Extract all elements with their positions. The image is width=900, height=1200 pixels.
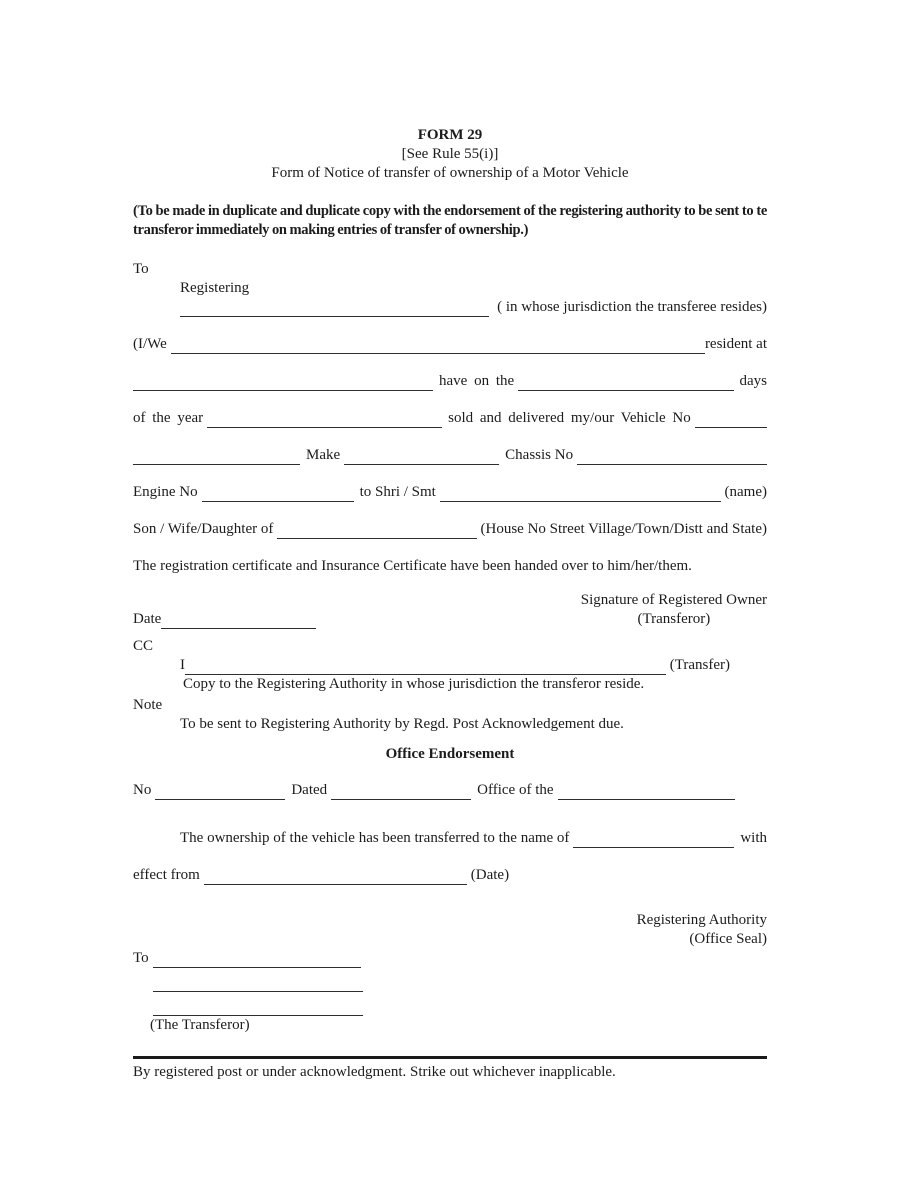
name-note: (name) <box>724 484 767 500</box>
vehicle-no-blank <box>695 412 767 428</box>
have-on-the-label: have on the <box>439 373 515 389</box>
days-label: days <box>739 373 767 389</box>
chassis-no-blank <box>577 449 767 465</box>
jurisdiction-note: ( in whose jurisdiction the transferee resides) <box>497 299 767 315</box>
engine-no-label: Engine No <box>133 484 198 500</box>
handed-over-statement: The registration certificate and Insurance Certificate have been handed over to him/her/them. <box>133 558 692 574</box>
of-the-year-label: of the year <box>133 410 204 426</box>
son-wife-line <box>133 520 767 539</box>
parent-name-blank <box>277 523 476 539</box>
office-of-the-label: Office of the <box>477 782 554 798</box>
date-label: Date <box>133 611 162 627</box>
signature-owner-label: Signature of Registered Owner <box>580 592 767 608</box>
dated-label: Dated <box>291 782 328 798</box>
engine-line <box>133 483 767 502</box>
date-note: (Date) <box>470 867 510 883</box>
transferor-to-line <box>133 949 767 968</box>
son-wife-daughter-label: Son / Wife/Daughter of <box>133 521 274 537</box>
ownership-transferred-line <box>180 829 767 848</box>
have-on-the-line <box>133 372 767 391</box>
signature-transferor-label: (Transferor) <box>637 611 711 627</box>
cc-label: CC <box>133 638 154 654</box>
office-endorsement-heading: Office Endorsement <box>385 746 515 762</box>
year-blank <box>207 412 442 428</box>
to-shri-smt-label: to Shri / Smt <box>359 484 436 500</box>
resident-at-label: resident at <box>704 336 767 352</box>
office-seal-label: (Office Seal) <box>689 931 767 947</box>
the-transferor-caption: (The Transferor) <box>150 1017 250 1033</box>
dated-blank <box>331 784 471 800</box>
effect-from-label: effect from <box>133 867 200 883</box>
date-blank <box>161 613 316 629</box>
transferor-address-blank-1 <box>153 952 361 968</box>
make-label: Make <box>306 447 341 463</box>
transferor-address-blank-3 <box>153 1000 363 1016</box>
duplicate-notice: (To be made in duplicate and duplicate copy with the endorsement of the registering authority to be sent to te transferor immediately on making entries of transfer of ownership.) <box>133 203 767 238</box>
transferor-address-line-3 <box>153 1000 767 1016</box>
footer-divider <box>133 1056 767 1059</box>
signature-section <box>133 591 767 629</box>
new-owner-name-blank <box>573 832 734 848</box>
engine-no-blank <box>202 486 354 502</box>
transfer-note: (Transfer) <box>669 657 730 673</box>
effect-from-line <box>133 866 767 885</box>
transferor-name-blank <box>171 338 705 354</box>
registering-authority-line <box>180 298 767 317</box>
office-blank <box>558 784 735 800</box>
registering-authority-label: Registering Authority <box>636 912 767 928</box>
to-label-2: To <box>133 950 149 966</box>
no-label: No <box>133 782 152 798</box>
iwe-label: (I/We <box>133 336 167 352</box>
cc-transfer-line <box>180 656 730 675</box>
transferor-address-line-2 <box>153 976 767 992</box>
with-label: with <box>740 830 767 846</box>
transferor-address-blank-2 <box>153 976 363 992</box>
registering-authority-blank <box>180 301 489 317</box>
effect-date-blank <box>204 869 467 885</box>
date-line <box>133 610 316 629</box>
year-line <box>133 409 767 428</box>
i-label: I <box>180 657 185 673</box>
iwe-line <box>133 335 767 354</box>
cc-copy-text: Copy to the Registering Authority in whose jurisdiction the transferor reside. <box>183 676 645 692</box>
no-blank <box>155 784 285 800</box>
to-label: To <box>133 261 149 277</box>
note-label: Note <box>133 697 163 713</box>
make-chassis-line <box>133 446 767 465</box>
cc-name-blank <box>185 659 666 675</box>
transferee-name-blank <box>440 486 721 502</box>
ownership-text: The ownership of the vehicle has been transferred to the name of <box>180 830 570 846</box>
house-address-note: (House No Street Village/Town/Distt and State) <box>480 521 767 537</box>
registering-label: Registering <box>180 280 250 296</box>
make-blank <box>344 449 499 465</box>
day-blank <box>518 375 733 391</box>
form-title: FORM 29 <box>417 127 483 143</box>
note-text: To be sent to Registering Authority by Regd. Post Acknowledgement due. <box>180 716 624 732</box>
address-blank <box>133 375 433 391</box>
form-subtitle: Form of Notice of transfer of ownership of a Motor Vehicle <box>271 165 629 181</box>
vehicle-no-blank-2 <box>133 449 300 465</box>
footer-instruction: By registered post or under acknowledgment. Strike out whichever inapplicable. <box>133 1064 616 1080</box>
rule-reference: [See Rule 55(i)] <box>401 146 499 162</box>
no-dated-office-line <box>133 781 735 800</box>
sold-delivered-label: sold and delivered my/our Vehicle No <box>448 410 691 426</box>
registering-authority-block <box>133 911 767 949</box>
signature-block <box>581 591 767 629</box>
chassis-no-label: Chassis No <box>505 447 574 463</box>
